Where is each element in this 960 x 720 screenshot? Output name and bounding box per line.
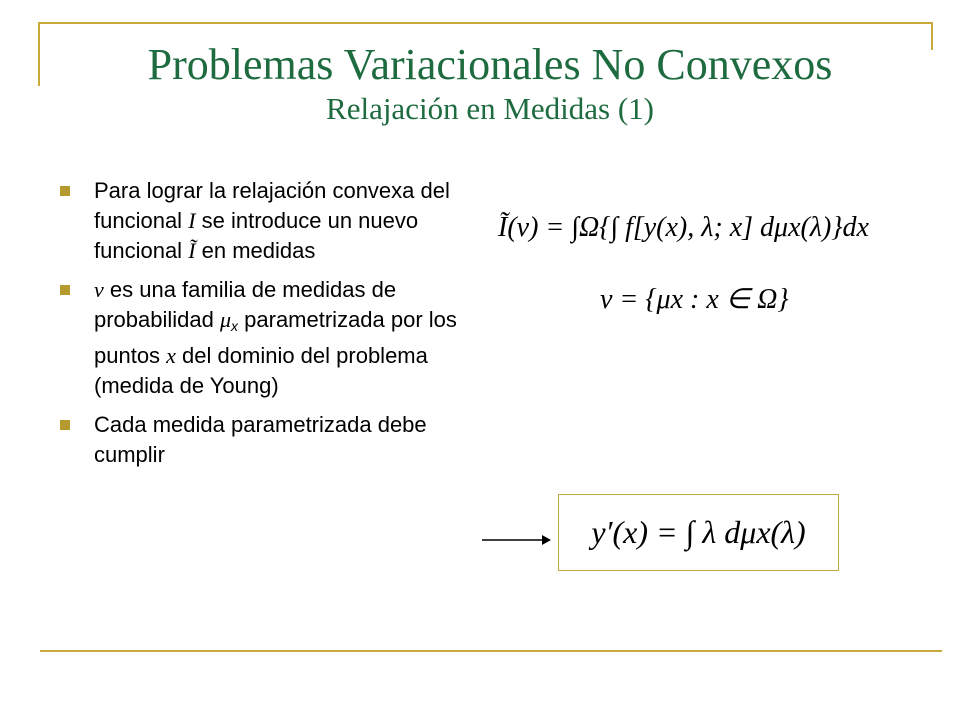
bullet-list (58, 176, 488, 479)
arrow-icon (480, 530, 552, 550)
frame-top-line (38, 22, 932, 24)
bullet-text: en medidas (195, 238, 316, 263)
symbol-mu-subscript: x (231, 318, 239, 334)
slide-title (60, 40, 920, 126)
equation-measure-family: ν = {μx : x ∈ Ω} (600, 284, 789, 315)
symbol-x: x (166, 343, 176, 368)
bullet-text: Cada medida parametrizada debe cumplir (94, 412, 427, 467)
frame-left-line (38, 22, 40, 86)
equation-relaxed-functional: Ĩ(ν) = ∫Ω{∫ f[y(x), λ; x] dμx(λ)}dx (498, 212, 869, 243)
symbol-I-tilde: Ĩ (188, 238, 196, 263)
bullet-text: Para lograr la relajación convexa del funcional (94, 178, 450, 233)
bullet-marker-icon (60, 186, 70, 196)
bullet-text: se introduce un nuevo funcional (94, 208, 419, 263)
bullet-item-3 (58, 410, 488, 470)
equation-constraint-box (558, 494, 839, 571)
bullet-text: del dominio del problema (medida de Young) (94, 343, 428, 398)
frame-right-line (931, 22, 933, 50)
frame-bottom-line (40, 650, 942, 652)
symbol-mu: μ (219, 307, 232, 332)
bullet-item-2 (58, 275, 488, 401)
symbol-I: I (188, 208, 196, 233)
bullet-marker-icon (60, 420, 70, 430)
title-sub: Relajación en Medidas (1) (326, 90, 654, 126)
bullet-item-1 (58, 176, 488, 266)
bullet-marker-icon (60, 285, 70, 295)
bullet-text: parametrizada por los puntos (94, 307, 457, 368)
equation-constraint: y′(x) = ∫ λ dμx(λ) (591, 514, 806, 550)
bullet-text: es una familia de medidas de probabilidad (94, 277, 397, 332)
title-main: Problemas Variacionales No Convexos (147, 40, 833, 89)
symbol-nu: ν (94, 277, 104, 302)
